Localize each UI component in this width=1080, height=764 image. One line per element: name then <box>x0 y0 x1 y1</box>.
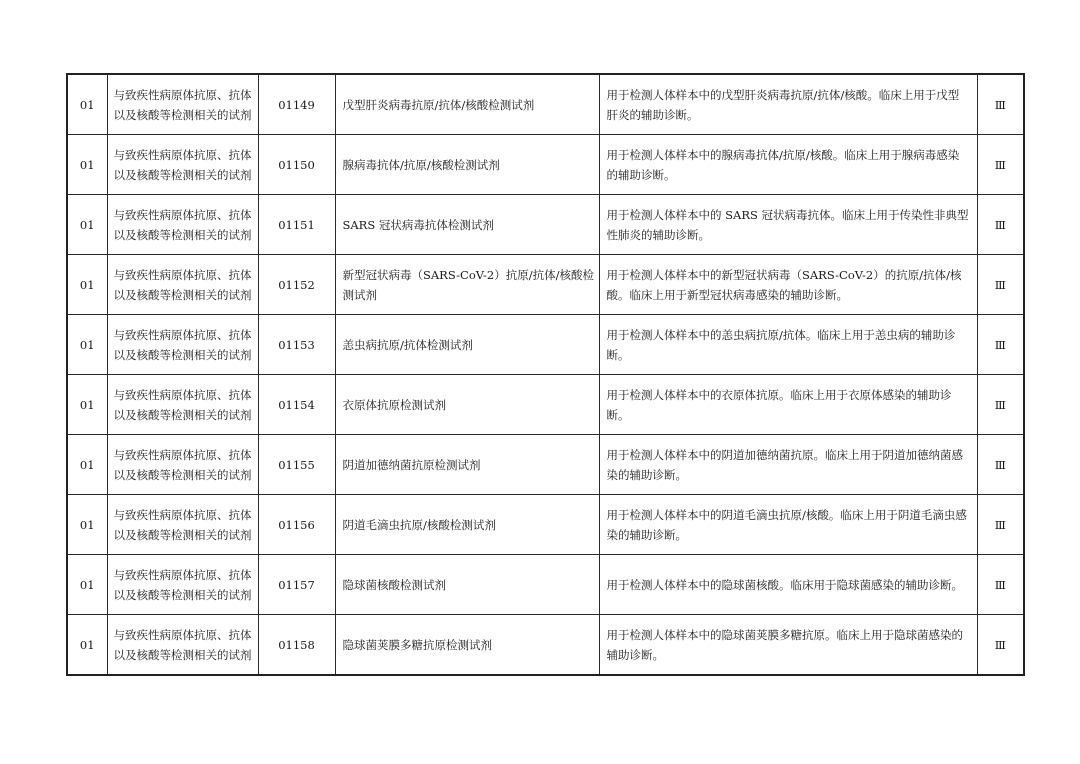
category-description-cell: 与致疾性病原体抗原、抗体以及核酸等检测相关的试剂 <box>107 615 258 676</box>
category-description-cell: 与致疾性病原体抗原、抗体以及核酸等检测相关的试剂 <box>107 555 258 615</box>
category-code-cell: 01 <box>67 555 107 615</box>
category-code-cell: 01 <box>67 255 107 315</box>
management-class-cell: Ⅲ <box>977 555 1024 615</box>
management-class-cell: Ⅲ <box>977 135 1024 195</box>
category-description-cell: 与致疾性病原体抗原、抗体以及核酸等检测相关的试剂 <box>107 435 258 495</box>
product-name-cell: 阴道毛滴虫抗原/核酸检测试剂 <box>335 495 599 555</box>
intended-use-cell: 用于检测人体样本中的戊型肝炎病毒抗原/抗体/核酸。临床上用于戊型肝炎的辅助诊断。 <box>599 74 977 135</box>
product-name-cell: SARS 冠状病毒抗体检测试剂 <box>335 195 599 255</box>
category-code-cell: 01 <box>67 435 107 495</box>
intended-use-cell: 用于检测人体样本中的 SARS 冠状病毒抗体。临床上用于传染性非典型性肺炎的辅助诊断。 <box>599 195 977 255</box>
product-name-cell: 隐球菌荚膜多糖抗原检测试剂 <box>335 615 599 676</box>
intended-use-cell: 用于检测人体样本中的隐球菌荚膜多糖抗原。临床上用于隐球菌感染的辅助诊断。 <box>599 615 977 676</box>
category-code-cell: 01 <box>67 375 107 435</box>
product-name-cell: 阴道加德纳菌抗原检测试剂 <box>335 435 599 495</box>
table-row <box>67 435 1024 495</box>
product-number-cell: 01151 <box>258 195 335 255</box>
table-row <box>67 195 1024 255</box>
product-number-cell: 01149 <box>258 74 335 135</box>
product-number-cell: 01154 <box>258 375 335 435</box>
category-code-cell: 01 <box>67 315 107 375</box>
product-number-cell: 01157 <box>258 555 335 615</box>
intended-use-cell: 用于检测人体样本中的衣原体抗原。临床上用于衣原体感染的辅助诊断。 <box>599 375 977 435</box>
category-description-cell: 与致疾性病原体抗原、抗体以及核酸等检测相关的试剂 <box>107 195 258 255</box>
product-name-cell: 戊型肝炎病毒抗原/抗体/核酸检测试剂 <box>335 74 599 135</box>
product-number-cell: 01150 <box>258 135 335 195</box>
category-code-cell: 01 <box>67 195 107 255</box>
category-description-cell: 与致疾性病原体抗原、抗体以及核酸等检测相关的试剂 <box>107 315 258 375</box>
table-row <box>67 615 1024 676</box>
product-number-cell: 01152 <box>258 255 335 315</box>
product-number-cell: 01155 <box>258 435 335 495</box>
category-description-cell: 与致疾性病原体抗原、抗体以及核酸等检测相关的试剂 <box>107 375 258 435</box>
product-name-cell: 腺病毒抗体/抗原/核酸检测试剂 <box>335 135 599 195</box>
management-class-cell: Ⅲ <box>977 495 1024 555</box>
category-code-cell: 01 <box>67 615 107 676</box>
table-row <box>67 135 1024 195</box>
intended-use-cell: 用于检测人体样本中的阴道加德纳菌抗原。临床上用于阴道加德纳菌感染的辅助诊断。 <box>599 435 977 495</box>
table-row <box>67 555 1024 615</box>
management-class-cell: Ⅲ <box>977 375 1024 435</box>
table-row <box>67 495 1024 555</box>
product-number-cell: 01153 <box>258 315 335 375</box>
intended-use-cell: 用于检测人体样本中的隐球菌核酸。临床用于隐球菌感染的辅助诊断。 <box>599 555 977 615</box>
product-name-cell: 隐球菌核酸检测试剂 <box>335 555 599 615</box>
management-class-cell: Ⅲ <box>977 255 1024 315</box>
table-row <box>67 255 1024 315</box>
table-row <box>67 375 1024 435</box>
product-name-cell: 恙虫病抗原/抗体检测试剂 <box>335 315 599 375</box>
management-class-cell: Ⅲ <box>977 195 1024 255</box>
intended-use-cell: 用于检测人体样本中的阴道毛滴虫抗原/核酸。临床上用于阴道毛滴虫感染的辅助诊断。 <box>599 495 977 555</box>
category-description-cell: 与致疾性病原体抗原、抗体以及核酸等检测相关的试剂 <box>107 255 258 315</box>
product-number-cell: 01158 <box>258 615 335 676</box>
management-class-cell: Ⅲ <box>977 435 1024 495</box>
category-code-cell: 01 <box>67 135 107 195</box>
category-code-cell: 01 <box>67 74 107 135</box>
intended-use-cell: 用于检测人体样本中的新型冠状病毒（SARS-CoV-2）的抗原/抗体/核酸。临床上用于新型冠状病毒感染的辅助诊断。 <box>599 255 977 315</box>
category-description-cell: 与致疾性病原体抗原、抗体以及核酸等检测相关的试剂 <box>107 495 258 555</box>
product-name-cell: 新型冠状病毒（SARS-CoV-2）抗原/抗体/核酸检测试剂 <box>335 255 599 315</box>
intended-use-cell: 用于检测人体样本中的恙虫病抗原/抗体。临床上用于恙虫病的辅助诊断。 <box>599 315 977 375</box>
category-description-cell: 与致疾性病原体抗原、抗体以及核酸等检测相关的试剂 <box>107 135 258 195</box>
management-class-cell: Ⅲ <box>977 74 1024 135</box>
catalog-table <box>66 73 1025 676</box>
intended-use-cell: 用于检测人体样本中的腺病毒抗体/抗原/核酸。临床上用于腺病毒感染的辅助诊断。 <box>599 135 977 195</box>
category-description-cell: 与致疾性病原体抗原、抗体以及核酸等检测相关的试剂 <box>107 74 258 135</box>
table-row <box>67 74 1024 135</box>
product-number-cell: 01156 <box>258 495 335 555</box>
product-name-cell: 衣原体抗原检测试剂 <box>335 375 599 435</box>
table-row <box>67 315 1024 375</box>
management-class-cell: Ⅲ <box>977 615 1024 676</box>
category-code-cell: 01 <box>67 495 107 555</box>
management-class-cell: Ⅲ <box>977 315 1024 375</box>
table-body <box>67 74 1024 675</box>
